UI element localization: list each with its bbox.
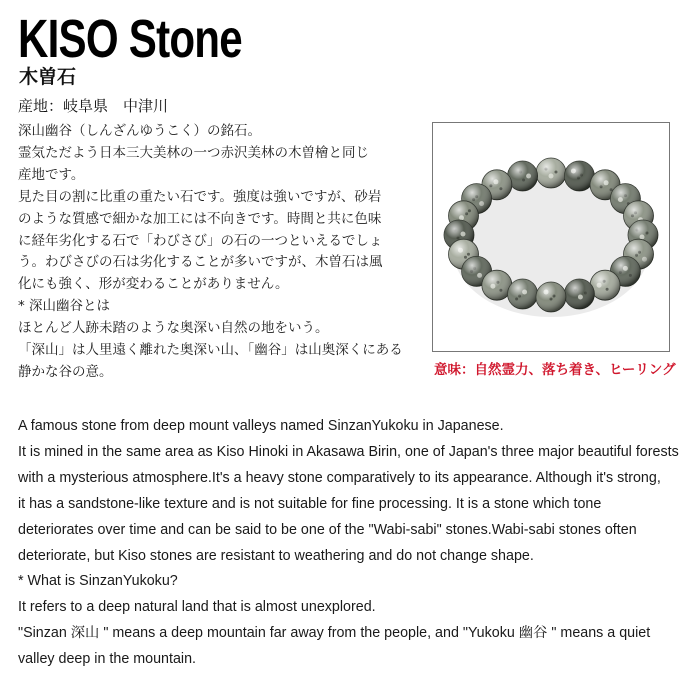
en-line: It refers to a deep natural land that is almost unexplored. xyxy=(18,599,376,616)
meaning-caption: 意味：自然霊力、落ち着き、ヒーリング xyxy=(434,362,676,378)
bead xyxy=(536,158,566,188)
jp-line: 産地です。 xyxy=(18,166,85,183)
jp-line: のような質感で細かな加工には不向きです。時間と共に色味 xyxy=(18,210,382,227)
kanji-title: 木曽石 xyxy=(19,66,77,88)
en-line: valley deep in the mountain. xyxy=(18,651,197,668)
page-title: KISO Stone xyxy=(18,9,242,69)
origin-text: 産地：岐阜県 中津川 xyxy=(18,97,169,115)
en-line: deteriorate, but Kiso stones are resistant to weathering and do not change shape. xyxy=(18,547,534,564)
jp-line: ほとんど人跡未踏のような奥深い自然の地をいう。 xyxy=(18,320,329,337)
english-description xyxy=(18,414,690,673)
bead xyxy=(508,279,538,309)
jp-line: う。わびさびの石は劣化することが多いですが、木曽石は風 xyxy=(18,254,383,271)
jp-line: に経年劣化する石で「わびさび」の石の一つといえるでしょ xyxy=(18,232,383,249)
jp-line: 化にも強く、形が変わることがありません。 xyxy=(18,276,289,293)
bead xyxy=(564,279,594,309)
en-line: it has a sandstone-like texture and is not suitable for fine processing. It is a stone which tone xyxy=(18,495,602,512)
en-line: with a mysterious atmosphere.It's a heavy stone comparatively to its appearance. Although it's strong, xyxy=(18,469,661,486)
jp-line: * 深山幽谷とは xyxy=(18,298,111,315)
japanese-description xyxy=(18,121,418,384)
en-line: deteriorates over time and can be said to be one of the "Wabi-sabi" stones.Wabi-sabi stones often xyxy=(18,521,637,538)
jp-line: 見た目の割に比重の重たい石です。強度は強いですが、砂岩 xyxy=(18,188,382,205)
stone-bracelet-icon xyxy=(433,123,669,351)
en-line: * What is SinzanYukoku? xyxy=(18,573,178,590)
jp-line: 静かな谷の意。 xyxy=(18,363,113,380)
jp-line: 深山幽谷（しんざんゆうこく）の銘石。 xyxy=(18,123,261,139)
en-line: "Sinzan 深山 " means a deep mountain far away from the people, and "Yukoku 幽谷 " means a quiet xyxy=(18,625,651,642)
jp-line: 霊気ただよう日本三大美林の一つ赤沢美林の木曽檜と同じ xyxy=(18,144,369,161)
en-line: A famous stone from deep mount valleys named SinzanYukoku in Japanese. xyxy=(18,418,504,434)
jp-line: 「深山」は人里遠く離れた奥深い山、「幽谷」は山奥深くにある xyxy=(18,342,403,359)
product-photo xyxy=(432,122,670,352)
bead xyxy=(536,282,566,312)
en-line: It is mined in the same area as Kiso Hinoki in Akasawa Birin, one of Japan's three major beautiful forests xyxy=(18,443,679,460)
